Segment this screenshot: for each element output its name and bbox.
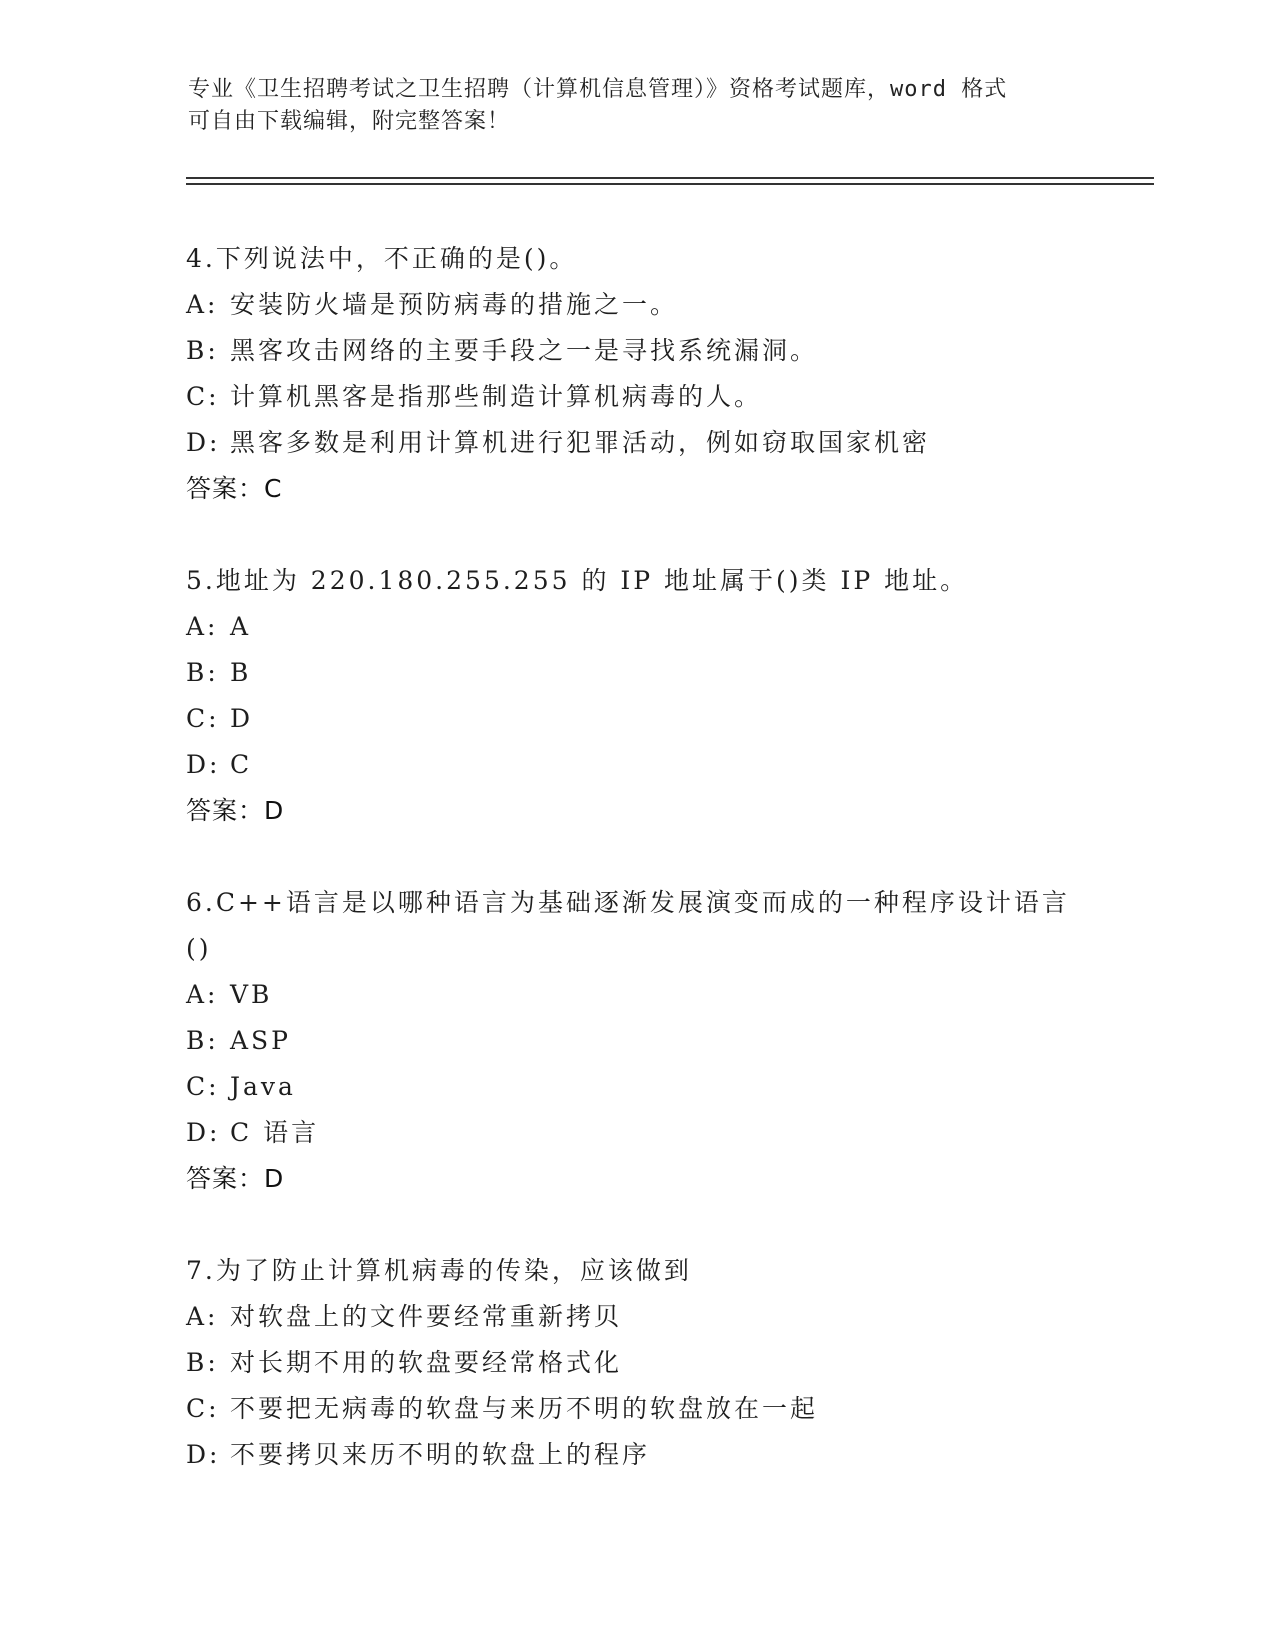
- question-7: [186, 1248, 1086, 1478]
- question-4: [186, 236, 1086, 512]
- option-letter: C:: [186, 704, 220, 733]
- option-letter: A:: [186, 980, 219, 1009]
- question-stem: 5.地址为 220.180.255.255 的 IP 地址属于()类 IP 地址。: [186, 566, 969, 595]
- question-6: [186, 880, 1086, 1202]
- page-header: [188, 74, 1068, 138]
- option-b: [186, 1340, 1086, 1386]
- option-text: 不要把无病毒的软盘与来历不明的软盘放在一起: [230, 1394, 819, 1423]
- option-text: 黑客多数是利用计算机进行犯罪活动，例如窃取国家机密: [230, 428, 931, 457]
- option-d: [186, 742, 1086, 788]
- option-letter: C:: [186, 1394, 220, 1423]
- option-text: C 语言: [230, 1118, 320, 1147]
- option-d: [186, 1432, 1086, 1478]
- option-text: 计算机黑客是指那些制造计算机病毒的人。: [230, 382, 763, 411]
- option-c: [186, 374, 1086, 420]
- header-divider-bottom: [186, 183, 1154, 185]
- option-letter: B:: [186, 1026, 219, 1055]
- question-stem-continued: (): [186, 934, 212, 963]
- option-c: [186, 1064, 1086, 1110]
- option-text: 安装防火墙是预防病毒的措施之一。: [230, 290, 679, 319]
- option-letter: A:: [186, 612, 219, 641]
- answer-line: 答案：D: [186, 796, 285, 825]
- option-letter: A:: [186, 1302, 219, 1331]
- question-stem: 4.下列说法中，不正确的是()。: [186, 244, 578, 273]
- option-letter: C:: [186, 382, 220, 411]
- option-letter: C:: [186, 1072, 220, 1101]
- option-d: [186, 420, 1086, 466]
- option-letter: B:: [186, 658, 219, 687]
- option-text: 不要拷贝来历不明的软盘上的程序: [230, 1440, 651, 1469]
- question-list: [186, 236, 1086, 1524]
- option-text: B: [230, 658, 252, 687]
- option-a: [186, 282, 1086, 328]
- option-letter: D:: [186, 1118, 221, 1147]
- option-letter: A:: [186, 290, 219, 319]
- header-divider-top: [186, 177, 1154, 179]
- option-letter: B:: [186, 1348, 219, 1377]
- question-stem: 7.为了防止计算机病毒的传染，应该做到: [186, 1256, 692, 1285]
- option-text: D: [230, 704, 254, 733]
- option-a: [186, 972, 1086, 1018]
- option-text: 对软盘上的文件要经常重新拷贝: [230, 1302, 623, 1331]
- option-b: [186, 1018, 1086, 1064]
- option-text: ASP: [230, 1026, 292, 1055]
- option-letter: D:: [186, 428, 221, 457]
- option-text: 黑客攻击网络的主要手段之一是寻找系统漏洞。: [230, 336, 819, 365]
- header-line-1: 专业《卫生招聘考试之卫生招聘（计算机信息管理）》资格考试题库，word 格式: [188, 77, 1008, 102]
- answer-line: 答案：D: [186, 1164, 285, 1193]
- option-text: VB: [230, 980, 273, 1009]
- option-a: [186, 1294, 1086, 1340]
- option-b: [186, 328, 1086, 374]
- header-line-2: 可自由下载编辑，附完整答案！: [188, 109, 511, 134]
- question-stem: 6.C++语言是以哪种语言为基础逐渐发展演变而成的一种程序设计语言: [186, 888, 1070, 917]
- answer-line: 答案：C: [186, 474, 283, 503]
- option-text: 对长期不用的软盘要经常格式化: [230, 1348, 623, 1377]
- option-c: [186, 696, 1086, 742]
- option-letter: D:: [186, 1440, 221, 1469]
- option-a: [186, 604, 1086, 650]
- question-5: [186, 558, 1086, 834]
- option-text: Java: [230, 1072, 296, 1101]
- option-letter: B:: [186, 336, 219, 365]
- option-text: A: [230, 612, 252, 641]
- option-letter: D:: [186, 750, 221, 779]
- option-b: [186, 650, 1086, 696]
- option-d: [186, 1110, 1086, 1156]
- option-c: [186, 1386, 1086, 1432]
- option-text: C: [230, 750, 253, 779]
